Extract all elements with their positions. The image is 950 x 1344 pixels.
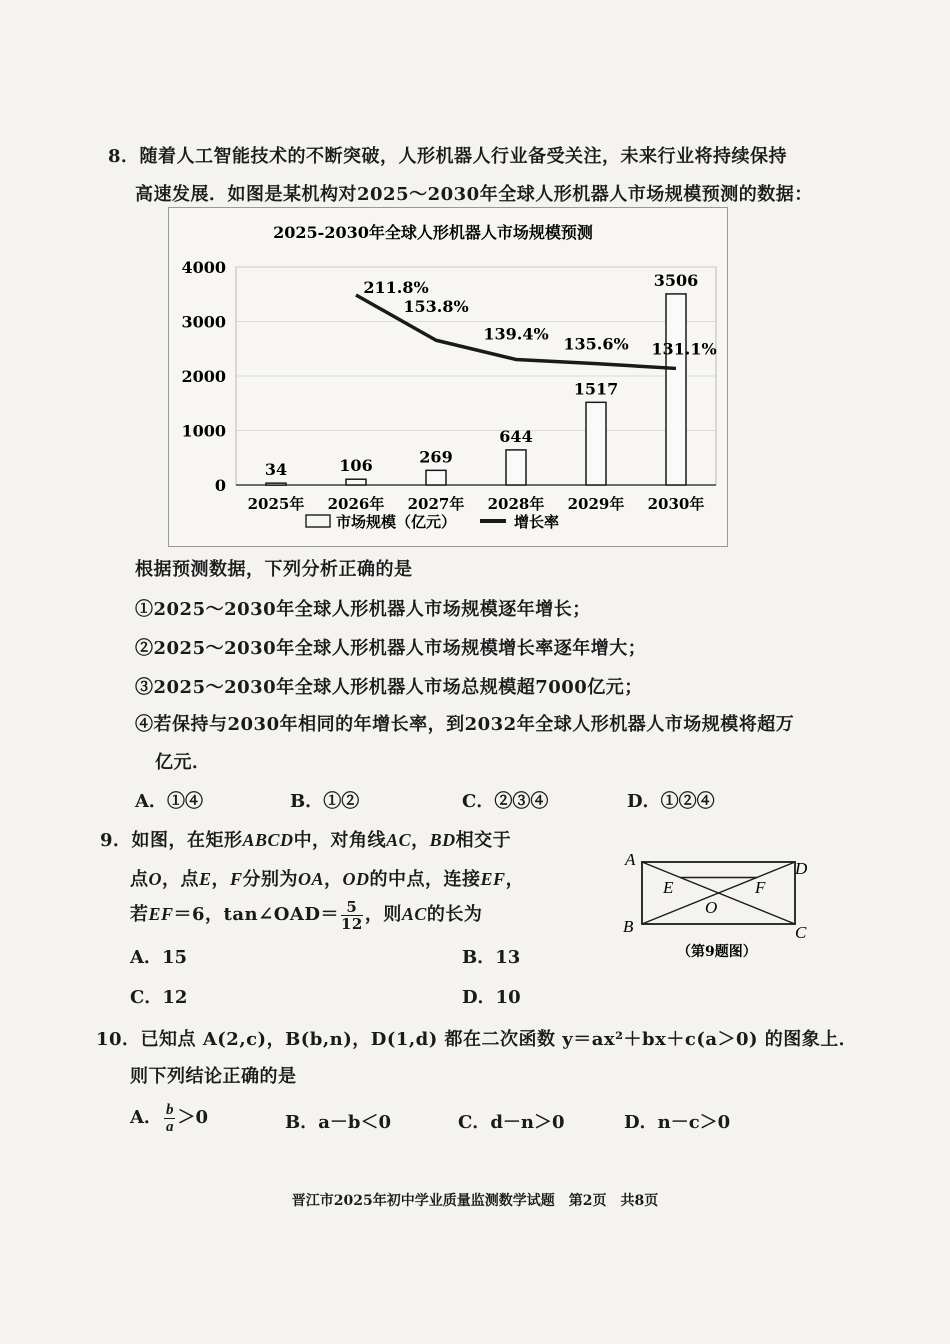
q9-tan-num: 5 [341, 899, 363, 916]
q9-l2-f: F [230, 869, 243, 889]
q10-line1: 10．已知点 A(2,c)，B(b,n)，D(1,d) 都在二次函数 y＝ax²＋bx＋c(a＞0) 的图象上． [96, 1029, 858, 1050]
point-o-label: O [705, 898, 718, 917]
bar-2030年 [666, 294, 686, 485]
q9-l1-v2: AC [386, 830, 412, 850]
q9-line1 [100, 826, 511, 852]
x-tick-label: 2026年 [327, 495, 385, 513]
bar-2025年 [266, 483, 286, 485]
q9-l3-tan: tan∠OAD＝ [223, 904, 339, 925]
q10-option-c[interactable]: C．d－n＞0 [458, 1112, 565, 1133]
growth-rate-label: 135.6% [563, 334, 629, 354]
bar-2027年 [426, 470, 446, 485]
bar-value-label: 1517 [573, 379, 619, 399]
q10-option-d[interactable]: D．n－c＞0 [624, 1112, 731, 1133]
q8-statement-2: ②2025～2030年全球人形机器人市场规模增长率逐年增大； [135, 638, 647, 659]
x-tick-label: 2025年 [247, 495, 305, 513]
q8-option-b[interactable]: B．①② [290, 791, 360, 812]
q9-l1-v3: BD [429, 830, 456, 850]
q9-option-b[interactable]: B．13 [462, 947, 521, 968]
q9-tan-den: 12 [340, 914, 363, 933]
q9-l2-oa: OA [298, 869, 325, 889]
q9-option-a[interactable]: A．15 [130, 947, 188, 968]
q10-a-pre: A． [130, 1107, 162, 1128]
q9-l2-a: ，点 [162, 869, 199, 890]
q9-l2-e2: 的中点，连接 [369, 869, 481, 890]
q8-statement-4a: ④若保持与2030年相同的年增长率，到2032年全球人形机器人市场规模将超万 [135, 714, 795, 735]
q9-l3-pre: 若 [130, 904, 149, 925]
q9-l2-o: O [148, 869, 162, 889]
q9-l2-e: E [199, 869, 212, 889]
y-tick-label: 3000 [181, 312, 226, 332]
x-tick-label: 2028年 [487, 495, 545, 513]
bar-value-label: 106 [339, 456, 373, 476]
q9-l1-post: 相交于 [455, 830, 512, 851]
q10-option-b[interactable]: B．a－b＜0 [285, 1112, 391, 1133]
point-e-label: E [663, 878, 674, 897]
q10-a-post: ＞0 [177, 1107, 208, 1128]
q9-l2-b: ， [211, 869, 231, 890]
q9-l3-post: ，则 [364, 904, 402, 925]
q8-statement-3: ③2025～2030年全球人形机器人市场总规模超7000亿元； [135, 677, 643, 698]
y-tick-label: 2000 [181, 367, 226, 386]
growth-rate-label: 131.1% [651, 339, 717, 359]
q9-l3-eq: ＝6， [173, 904, 224, 925]
q10-a-num: b [165, 1101, 174, 1118]
q9-l1-mid: 中，对角线 [293, 830, 387, 851]
growth-rate-label: 211.8% [363, 278, 429, 297]
page-footer: 晋江市2025年初中学业质量监测数学试题 第2页 共8页 [291, 1193, 659, 1209]
q9-l2-pre: 点 [130, 869, 149, 890]
x-tick-label: 2030年 [647, 495, 705, 513]
q9-l1-pre: 9．如图，在矩形 [100, 830, 243, 851]
chart-legend [306, 513, 559, 531]
q8-option-c[interactable]: C．②③④ [462, 791, 549, 812]
q8-line1: 8．随着人工智能技术的不断突破，人形机器人行业备受关注，未来行业将持续保持 [108, 146, 788, 167]
q9-l3-ef: EF [148, 904, 174, 924]
q10-option-a[interactable] [130, 1100, 208, 1136]
q9-l1-v1: ABCD [242, 830, 294, 850]
x-tick-label: 2029年 [567, 495, 625, 513]
q9-l2-f2: ， [505, 869, 525, 890]
q9-l3-end: 的长为 [426, 904, 483, 925]
y-tick-label: 4000 [181, 258, 226, 277]
y-tick-label: 1000 [181, 421, 226, 441]
q8-statement-4b: 亿元． [155, 752, 211, 773]
q9-figure-caption: （第9题图） [677, 944, 757, 960]
q10-a-den: a [165, 1118, 174, 1135]
q8-prompt: 根据预测数据，下列分析正确的是 [135, 559, 413, 580]
bar-2029年 [586, 402, 606, 485]
legend-line-label: 增长率 [514, 513, 560, 531]
market-chart [168, 207, 728, 547]
q9-tan-fraction [341, 899, 363, 932]
bar-value-label: 34 [264, 460, 288, 480]
q8-option-a[interactable]: A．①④ [135, 791, 203, 812]
q9-l2-c: 分别为 [242, 869, 299, 890]
q9-l2-od: OD [342, 869, 370, 889]
q9-l2-ef: EF [480, 869, 506, 889]
q9-l3-ac: AC [401, 904, 427, 924]
y-tick-label: 0 [214, 476, 226, 495]
point-c-label: C [795, 923, 807, 942]
legend-bar-label: 市场规模（亿元） [336, 513, 457, 531]
chart-title: 2025-2030年全球人形机器人市场规模预测 [273, 223, 593, 242]
q9-l1-sep: ， [411, 830, 430, 851]
q8-statement-1: ①2025～2030年全球人形机器人市场规模逐年增长； [135, 599, 591, 620]
point-a-label: A [625, 850, 636, 869]
q8-option-d[interactable]: D．①②④ [627, 791, 715, 812]
q9-line2 [130, 865, 524, 891]
q10-line2: 则下列结论正确的是 [130, 1066, 297, 1087]
bar-value-label: 269 [419, 447, 453, 467]
bar-2028年 [506, 450, 526, 485]
bar-value-label: 3506 [653, 270, 699, 290]
q9-line3 [130, 896, 482, 933]
growth-rate-label: 153.8% [403, 297, 469, 317]
q8-line2: 高速发展．如图是某机构对2025～2030年全球人形机器人市场规模预测的数据： [135, 184, 813, 205]
q10-a-fraction [164, 1102, 176, 1135]
bar-2026年 [346, 479, 366, 485]
point-b-label: B [623, 917, 634, 936]
bar-value-label: 644 [499, 426, 533, 446]
point-f-label: F [755, 878, 766, 897]
q9-option-c[interactable]: C．12 [130, 987, 188, 1008]
growth-rate-label: 139.4% [483, 324, 549, 344]
q9-l2-d: ， [324, 869, 343, 890]
q9-option-d[interactable]: D．10 [462, 987, 521, 1008]
point-d-label: D [795, 859, 808, 878]
q9-figure [615, 850, 815, 965]
x-tick-label: 2027年 [407, 495, 465, 513]
